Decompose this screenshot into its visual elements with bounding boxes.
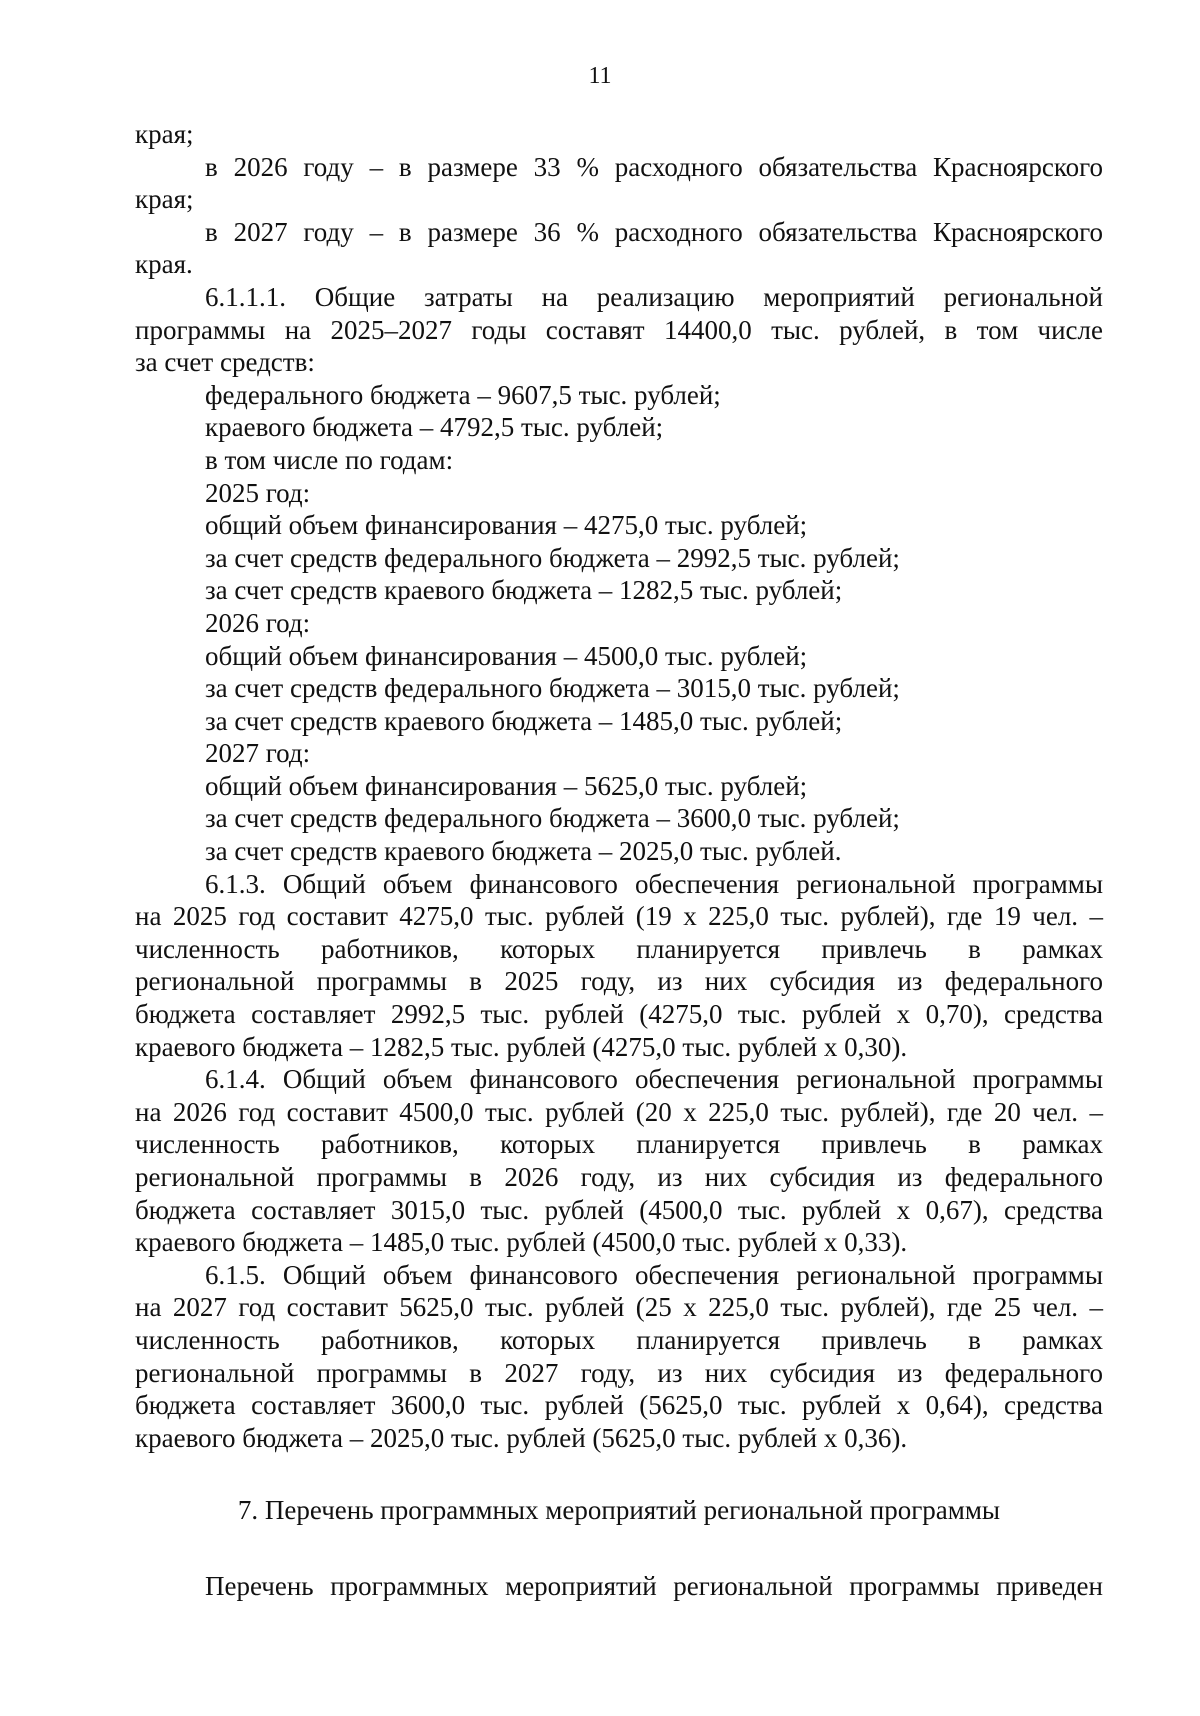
- text-line: программы на 2025–2027 годы составят 14400,0 тыс. рублей, в том числе: [135, 314, 1103, 345]
- text-line: в 2026 году – в размере 33 % расходного обязательства Красноярского: [205, 151, 1103, 182]
- text-line: краевого бюджета – 1282,5 тыс. рублей (4275,0 тыс. рублей х 0,30).: [135, 1031, 908, 1062]
- text-line: за счет средств краевого бюджета – 1485,0 тыс. рублей;: [205, 705, 843, 736]
- text-line: за счет средств федерального бюджета – 3600,0 тыс. рублей;: [205, 803, 900, 834]
- text-line: общий объем финансирования – 4275,0 тыс. рублей;: [205, 510, 808, 541]
- text-line: за счет средств федерального бюджета – 2992,5 тыс. рублей;: [205, 542, 900, 573]
- text-line: края;: [135, 184, 194, 215]
- text-line: в том числе по годам:: [205, 444, 454, 475]
- text-line: 2027 год:: [205, 738, 311, 769]
- text-line: в 2027 году – в размере 36 % расходного обязательства Красноярского: [205, 216, 1103, 247]
- text-line: численность работников, которых планируется привлечь в рамках: [135, 1324, 1103, 1355]
- text-line: за счет средств краевого бюджета – 1282,5 тыс. рублей;: [205, 575, 843, 606]
- page-number: 11: [588, 63, 612, 89]
- text-line: за счет средств:: [135, 347, 315, 378]
- text-line: 6.1.3. Общий объем финансового обеспечения региональной программы: [205, 868, 1103, 899]
- text-line: бюджета составляет 2992,5 тыс. рублей (4275,0 тыс. рублей х 0,70), средства: [135, 999, 1103, 1030]
- text-line: краевого бюджета – 4792,5 тыс. рублей;: [205, 412, 664, 443]
- text-line: региональной программы в 2027 году, из них субсидия из федерального: [135, 1357, 1103, 1388]
- text-line: бюджета составляет 3600,0 тыс. рублей (5625,0 тыс. рублей х 0,64), средства: [135, 1390, 1103, 1421]
- text-line: численность работников, которых планируется привлечь в рамках: [135, 1129, 1103, 1160]
- text-line: на 2026 год составит 4500,0 тыс. рублей (20 х 225,0 тыс. рублей), где 20 чел. –: [135, 1096, 1103, 1127]
- text-line: за счет средств краевого бюджета – 2025,0 тыс. рублей.: [205, 836, 842, 867]
- text-line: общий объем финансирования – 4500,0 тыс. рублей;: [205, 640, 808, 671]
- text-line: краевого бюджета – 1485,0 тыс. рублей (4500,0 тыс. рублей х 0,33).: [135, 1227, 908, 1258]
- text-line: края.: [135, 249, 193, 280]
- text-line: федерального бюджета – 9607,5 тыс. рублей;: [205, 379, 721, 410]
- text-line: на 2027 год составит 5625,0 тыс. рублей (25 х 225,0 тыс. рублей), где 25 чел. –: [135, 1292, 1103, 1323]
- text-line: краевого бюджета – 2025,0 тыс. рублей (5625,0 тыс. рублей х 0,36).: [135, 1422, 908, 1453]
- text-line: 6.1.5. Общий объем финансового обеспечения региональной программы: [205, 1259, 1103, 1290]
- section-heading: 7. Перечень программных мероприятий региональной программы: [237, 1495, 1001, 1525]
- text-line: региональной программы в 2025 году, из них субсидия из федерального: [135, 966, 1103, 997]
- text-line: 2025 год:: [205, 477, 311, 508]
- text-line: 6.1.4. Общий объем финансового обеспечения региональной программы: [205, 1064, 1103, 1095]
- text-line: края;: [135, 119, 194, 149]
- body-text: [135, 118, 1103, 1454]
- text-line: 6.1.1.1. Общие затраты на реализацию мероприятий региональной: [205, 281, 1103, 312]
- text-line: 2026 год:: [205, 607, 311, 638]
- text-line: численность работников, которых планируется привлечь в рамках: [135, 933, 1103, 964]
- text-line: за счет средств федерального бюджета – 3015,0 тыс. рублей;: [205, 673, 900, 704]
- text-line: бюджета составляет 3015,0 тыс. рублей (4500,0 тыс. рублей х 0,67), средства: [135, 1194, 1103, 1225]
- text-line: региональной программы в 2026 году, из них субсидия из федерального: [135, 1162, 1103, 1192]
- text-line: общий объем финансирования – 5625,0 тыс. рублей;: [205, 770, 808, 801]
- text-line: на 2025 год составит 4275,0 тыс. рублей (19 х 225,0 тыс. рублей), где 19 чел. –: [135, 901, 1103, 932]
- paragraph-line: Перечень программных мероприятий региональной программы приведен: [205, 1571, 1103, 1601]
